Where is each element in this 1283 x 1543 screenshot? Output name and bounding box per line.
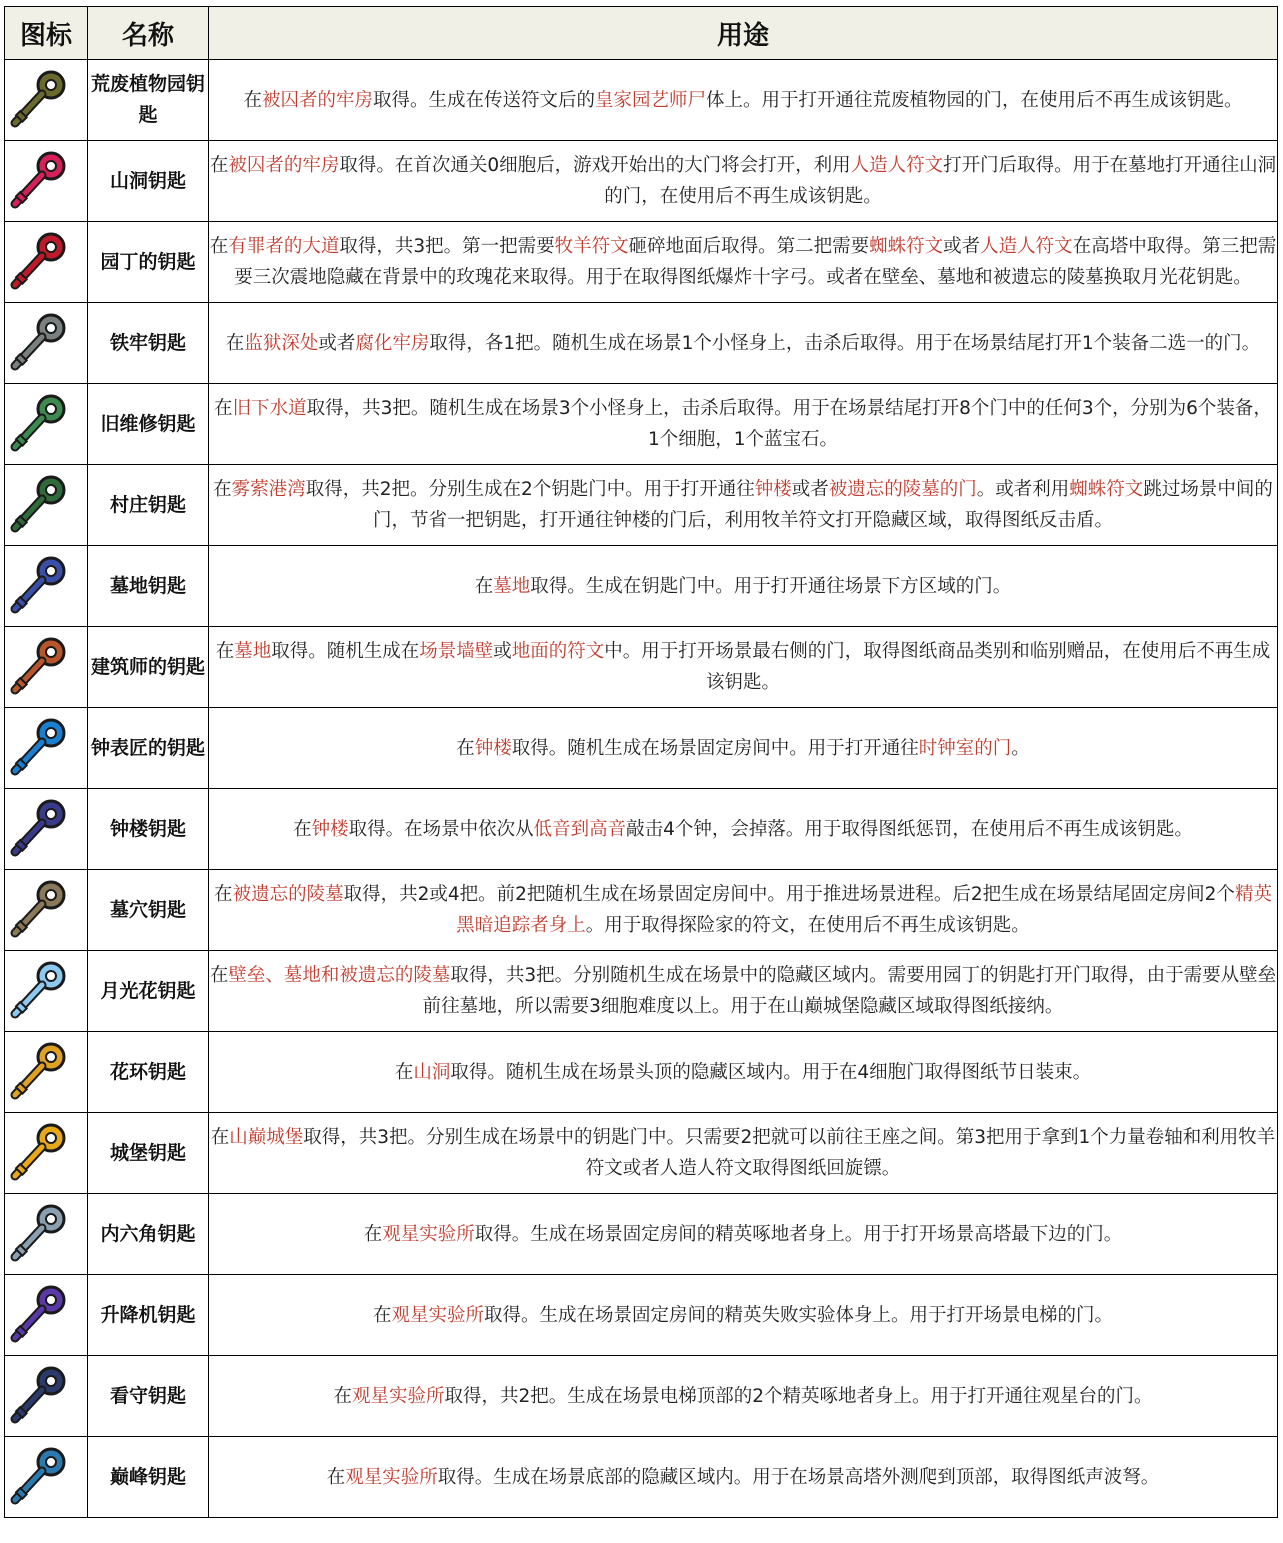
highlight-term: 钟楼 xyxy=(474,737,512,759)
highlight-term: 山洞 xyxy=(413,1061,451,1083)
key-name: 钟表匠的钥匙 xyxy=(88,708,209,789)
key-usage xyxy=(209,789,1278,870)
table-row xyxy=(5,1356,1278,1437)
table-row xyxy=(5,870,1278,951)
table-row xyxy=(5,384,1278,465)
icon-cell xyxy=(5,627,88,708)
key-name: 巅峰钥匙 xyxy=(88,1437,209,1518)
usage-text: 在 xyxy=(214,398,233,419)
highlight-term: 被囚者的牢房 xyxy=(228,155,340,176)
key-usage xyxy=(209,1275,1278,1356)
usage-text: 在 xyxy=(214,884,233,905)
clockmaker-key-icon xyxy=(5,715,87,781)
usage-text: 跳过场景中间的门，节省一把钥匙，打开通往钟楼的门后，利用牧羊符文打开隐藏区域，取得图纸反击盾。 xyxy=(372,479,1273,531)
village-key-icon xyxy=(5,472,87,538)
key-usage xyxy=(209,60,1278,141)
highlight-term: 观星实验所 xyxy=(351,1385,445,1407)
table-row xyxy=(5,546,1278,627)
sewer-key-icon xyxy=(5,391,87,457)
key-name: 旧维修钥匙 xyxy=(88,384,209,465)
usage-text: 在 xyxy=(474,575,494,597)
key-usage xyxy=(209,1437,1278,1518)
usage-text: 在 xyxy=(333,1385,352,1407)
table-row xyxy=(5,1113,1278,1194)
highlight-term: 观星实验所 xyxy=(382,1223,475,1245)
table-body xyxy=(5,60,1278,1518)
icon-cell xyxy=(5,951,88,1032)
usage-text: 取得。生成在钥匙门中。用于打开通往场景下方区域的门。 xyxy=(530,575,1012,597)
key-name: 村庄钥匙 xyxy=(88,465,209,546)
usage-text: 取得。生成在场景底部的隐藏区域内。用于在场景高塔外测爬到顶部，取得图纸声波弩。 xyxy=(437,1466,1160,1488)
hex-key-icon xyxy=(5,1201,87,1267)
rose-key-icon xyxy=(5,229,87,295)
table-row xyxy=(5,708,1278,789)
highlight-term: 旧下水道 xyxy=(232,398,307,419)
key-name: 山洞钥匙 xyxy=(88,141,209,222)
usage-text: 在 xyxy=(243,89,262,111)
key-name: 看守钥匙 xyxy=(88,1356,209,1437)
highlight-term: 精英黑暗追踪者身上 xyxy=(456,884,1272,936)
usage-text: 在 xyxy=(209,236,229,257)
table-row xyxy=(5,1437,1278,1518)
moonflower-key-icon xyxy=(5,958,87,1024)
usage-text: 取得。随机生成在场景头顶的隐藏区域内。用于在4细胞门取得图纸节日装束。 xyxy=(450,1061,1092,1083)
highlight-term: 蜘蛛符文 xyxy=(1069,479,1144,500)
key-name: 钟楼钥匙 xyxy=(88,789,209,870)
icon-cell xyxy=(5,303,88,384)
usage-text: 在 xyxy=(293,818,312,840)
usage-text: 在 xyxy=(213,479,232,500)
icon-cell xyxy=(5,222,88,303)
graveyard-key-icon xyxy=(5,553,87,619)
key-usage xyxy=(209,627,1278,708)
usage-text: 取得，共2或4把。前2把随机生成在场景固定房间中。用于推进场景进程。后2把生成在场景结尾固定房间2个 xyxy=(343,884,1235,905)
key-table xyxy=(4,6,1278,1518)
highlight-term: 地面的符文 xyxy=(511,641,605,662)
usage-text: 打开门后取得。用于在墓地打开通往山洞的门，在使用后不再生成该钥匙。 xyxy=(604,155,1277,207)
usage-text: 取得。生成在场景固定房间的精英失败实验体身上。用于打开场景电梯的门。 xyxy=(484,1304,1114,1326)
highlight-term: 低音到高音 xyxy=(533,818,627,840)
icon-cell xyxy=(5,1113,88,1194)
icon-cell xyxy=(5,789,88,870)
key-usage xyxy=(209,1032,1278,1113)
icon-cell xyxy=(5,1437,88,1518)
table-row xyxy=(5,1275,1278,1356)
castle-key-icon xyxy=(5,1120,87,1186)
header-icon: 图标 xyxy=(5,7,88,60)
header-row xyxy=(5,7,1278,60)
usage-text: 或 xyxy=(493,641,512,662)
usage-text: 体上。用于打开通往荒废植物园的门，在使用后不再生成该钥匙。 xyxy=(706,89,1243,111)
key-name: 城堡钥匙 xyxy=(88,1113,209,1194)
crypt-key-icon xyxy=(5,877,87,943)
highlight-term: 人造人符文 xyxy=(850,155,944,176)
highlight-term: 被遗忘的陵墓的门 xyxy=(828,479,977,500)
usage-text: 在 xyxy=(215,641,235,662)
overgrown-key-icon xyxy=(5,67,87,133)
key-name: 园丁的钥匙 xyxy=(88,222,209,303)
key-name: 铁牢钥匙 xyxy=(88,303,209,384)
usage-text: 取得。在场景中依次从 xyxy=(348,818,534,840)
highlight-term: 场景墙壁 xyxy=(419,641,494,662)
icon-cell xyxy=(5,1356,88,1437)
key-name: 建筑师的钥匙 xyxy=(88,627,209,708)
table-row xyxy=(5,465,1278,546)
icon-cell xyxy=(5,384,88,465)
usage-text: 在 xyxy=(394,1061,414,1083)
key-usage xyxy=(209,1194,1278,1275)
usage-text: 在 xyxy=(225,332,245,354)
highlight-term: 牧羊符文 xyxy=(554,236,629,257)
bell-key-icon xyxy=(5,796,87,862)
highlight-term: 皇家园艺师尸 xyxy=(595,89,707,111)
usage-text: 在 xyxy=(372,1304,392,1326)
highlight-term: 山巅城堡 xyxy=(229,1127,304,1148)
usage-text: 取得。随机生成在场景固定房间中。用于打开通往 xyxy=(511,737,919,759)
key-usage xyxy=(209,465,1278,546)
key-usage xyxy=(209,1356,1278,1437)
key-name: 升降机钥匙 xyxy=(88,1275,209,1356)
usage-text: 。用于取得探险家的符文，在使用后不再生成该钥匙。 xyxy=(585,915,1030,936)
highlight-term: 雾萦港湾 xyxy=(231,479,306,500)
usage-text: 取得，共3把。分别生成在场景中的钥匙门中。只需要2把就可以前往王座之间。第3把用于拿到1个力量卷轴和利用牧羊符文或者人造人符文取得图纸回旋镖。 xyxy=(303,1127,1276,1179)
usage-text: 或者 xyxy=(943,236,981,257)
key-name: 墓地钥匙 xyxy=(88,546,209,627)
table-row xyxy=(5,60,1278,141)
warden-key-icon xyxy=(5,1363,87,1429)
icon-cell xyxy=(5,60,88,141)
key-name: 墓穴钥匙 xyxy=(88,870,209,951)
highlight-term: 时钟室的门 xyxy=(918,737,1012,759)
key-usage xyxy=(209,546,1278,627)
highlight-term: 腐化牢房 xyxy=(355,332,430,354)
icon-cell xyxy=(5,1194,88,1275)
usage-text: 取得，共3把。第一把需要 xyxy=(339,236,555,257)
usage-text: 或者 xyxy=(791,479,829,500)
usage-text: 砸碎地面后取得。第二把需要 xyxy=(628,236,870,257)
icon-cell xyxy=(5,1275,88,1356)
usage-text: 取得。在首次通关0细胞后，游戏开始出的大门将会打开，利用 xyxy=(339,155,851,176)
table-row xyxy=(5,222,1278,303)
key-name: 内六角钥匙 xyxy=(88,1194,209,1275)
table-row xyxy=(5,1032,1278,1113)
key-usage xyxy=(209,708,1278,789)
key-usage xyxy=(209,222,1278,303)
icon-cell xyxy=(5,708,88,789)
icon-cell xyxy=(5,546,88,627)
highlight-term: 钟楼 xyxy=(311,818,349,840)
highlight-term: 人造人符文 xyxy=(980,236,1073,257)
usage-text: 取得。生成在场景固定房间的精英啄地者身上。用于打开场景高塔最下边的门。 xyxy=(474,1223,1123,1245)
usage-text: 。或者利用 xyxy=(976,479,1070,500)
icon-cell xyxy=(5,465,88,546)
key-usage xyxy=(209,141,1278,222)
table-row xyxy=(5,141,1278,222)
key-usage xyxy=(209,1113,1278,1194)
header-name: 名称 xyxy=(88,7,209,60)
highlight-term: 钟楼 xyxy=(754,479,792,500)
wreath-key-icon xyxy=(5,1039,87,1105)
usage-text: 。 xyxy=(1011,737,1030,759)
usage-text: 在 xyxy=(363,1223,383,1245)
usage-text: 取得，各1把。随机生成在场景1个小怪身上，击杀后取得。用于在场景结尾打开1个装备二选一的门。 xyxy=(429,332,1261,354)
highlight-term: 墓地 xyxy=(234,641,272,662)
usage-text: 取得，共2把。生成在场景电梯顶部的2个精英啄地者身上。用于打开通往观星台的门。 xyxy=(444,1385,1153,1407)
iron-key-icon xyxy=(5,310,87,376)
summit-key-icon xyxy=(5,1444,87,1510)
usage-text: 在高塔中取得。第三把需要三次震地隐藏在背景中的玫瑰花来取得。用于在取得图纸爆炸十字弓。或者在壁垒、墓地和被遗忘的陵墓换取月光花钥匙。 xyxy=(234,236,1277,288)
table-row xyxy=(5,951,1278,1032)
key-usage xyxy=(209,303,1278,384)
key-usage xyxy=(209,951,1278,1032)
usage-text: 在 xyxy=(209,155,229,176)
highlight-term: 监狱深处 xyxy=(244,332,319,354)
icon-cell xyxy=(5,870,88,951)
highlight-term: 被囚者的牢房 xyxy=(261,89,373,111)
highlight-term: 墓地 xyxy=(493,575,531,597)
cavern-key-icon xyxy=(5,148,87,214)
usage-text: 敲击4个钟，会掉落。用于取得图纸惩罚，在使用后不再生成该钥匙。 xyxy=(626,818,1193,840)
key-name: 花环钥匙 xyxy=(88,1032,209,1113)
highlight-term: 有罪者的大道 xyxy=(228,236,340,257)
usage-text: 取得，共3把。随机生成在场景3个小怪身上，击杀后取得。用于在场景结尾打开8个门中的任何3个，分别为6个装备，1个细胞，1个蓝宝石。 xyxy=(306,398,1272,450)
table-row xyxy=(5,1194,1278,1275)
usage-text: 中。用于打开场景最右侧的门，取得图纸商品类别和临别赠品，在使用后不再生成该钥匙。 xyxy=(604,641,1271,693)
usage-text: 在 xyxy=(210,1127,230,1148)
usage-text: 取得。生成在传送符文后的 xyxy=(372,89,595,111)
usage-text: 或者 xyxy=(318,332,356,354)
highlight-term: 观星实验所 xyxy=(345,1466,438,1488)
table-row xyxy=(5,627,1278,708)
highlight-term: 观星实验所 xyxy=(391,1304,484,1326)
table-row xyxy=(5,303,1278,384)
architect-key-icon xyxy=(5,634,87,700)
highlight-term: 蜘蛛符文 xyxy=(869,236,944,257)
table-row xyxy=(5,789,1278,870)
highlight-term: 壁垒、墓地和被遗忘的陵墓 xyxy=(228,965,451,986)
usage-text: 取得，共2把。分别生成在2个钥匙门中。用于打开通往 xyxy=(305,479,755,500)
header-usage: 用途 xyxy=(209,7,1278,60)
key-usage xyxy=(209,870,1278,951)
key-name: 月光花钥匙 xyxy=(88,951,209,1032)
usage-text: 在 xyxy=(209,965,229,986)
highlight-term: 被遗忘的陵墓 xyxy=(232,884,344,905)
icon-cell xyxy=(5,1032,88,1113)
icon-cell xyxy=(5,141,88,222)
usage-text: 在 xyxy=(456,737,475,759)
elevator-key-icon xyxy=(5,1282,87,1348)
usage-text: 取得，共3把。分别随机生成在场景中的隐藏区域内。需要用园丁的钥匙打开门取得，由于需要从壁垒前往墓地，所以需要3细胞难度以上。用于在山巅城堡隐藏区域取得图纸接纳。 xyxy=(422,965,1277,1017)
usage-text: 取得。随机生成在 xyxy=(271,641,420,662)
key-usage xyxy=(209,384,1278,465)
key-name: 荒废植物园钥匙 xyxy=(88,60,209,141)
usage-text: 在 xyxy=(326,1466,346,1488)
